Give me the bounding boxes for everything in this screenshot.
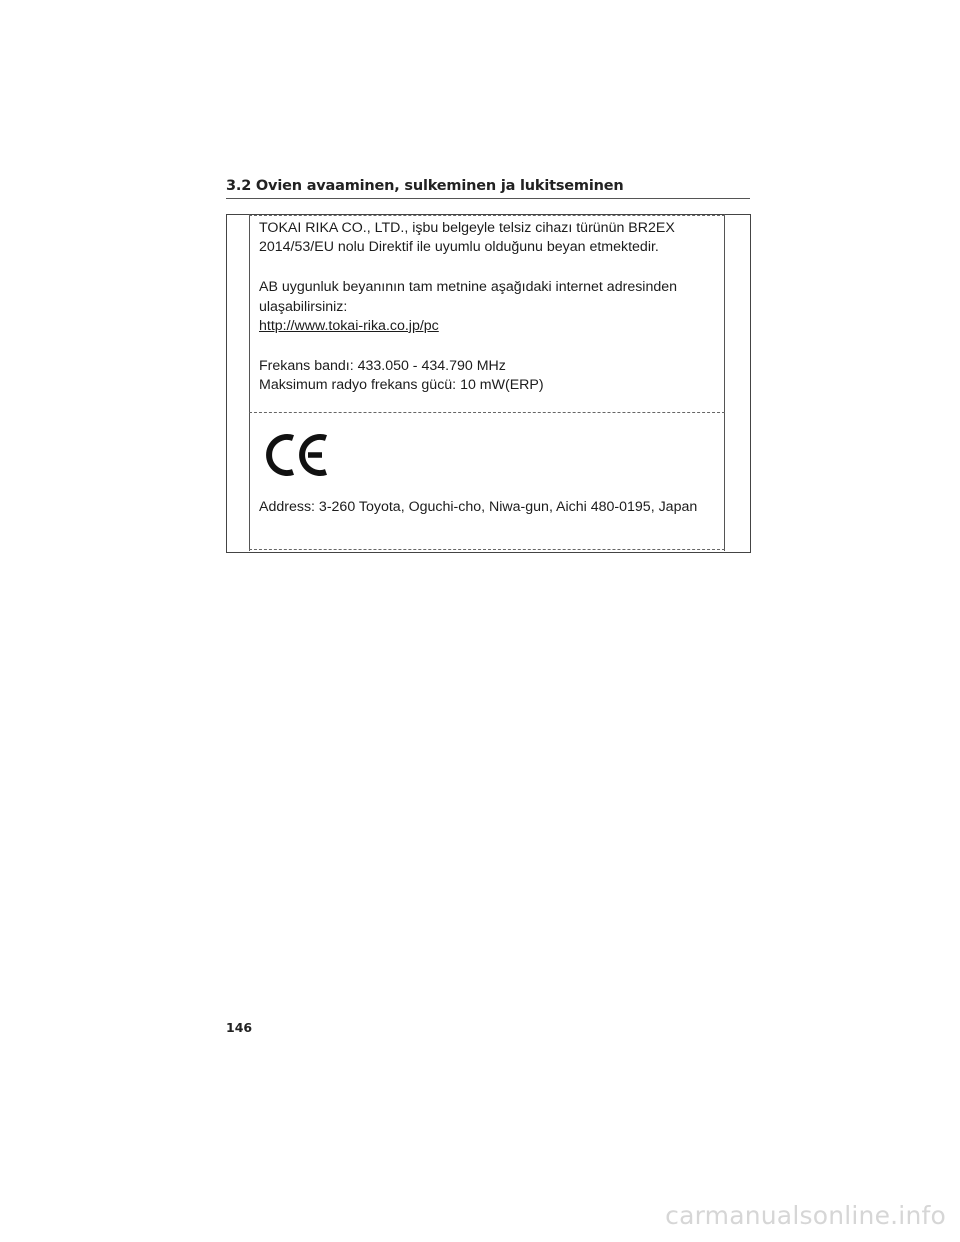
- section-title: 3.2 Ovien avaaminen, sulkeminen ja lukitseminen: [226, 178, 624, 194]
- watermark-text: carmanualsonline.info: [665, 1201, 946, 1230]
- declaration-line-2: 2014/53/EU nolu Direktif ile uyumlu olduğunu beyan etmektedir.: [259, 239, 659, 255]
- declaration-line-3: AB uygunluk beyanının tam metnine aşağıdaki internet adresinden: [259, 279, 678, 295]
- declaration-line-4: ulaşabilirsiniz:: [259, 299, 348, 315]
- ce-mark-icon: [264, 432, 330, 478]
- declaration-url-link[interactable]: http://www.tokai-rika.co.jp/pc: [259, 318, 439, 334]
- frequency-band-text: Frekans bandı: 433.050 - 434.790 MHz: [259, 358, 506, 374]
- header-divider: [226, 198, 750, 199]
- max-power-text: Maksimum radyo frekans gücü: 10 mW(ERP): [259, 377, 544, 393]
- page-number: 146: [226, 1020, 253, 1035]
- declaration-line-1: TOKAI RIKA CO., LTD., işbu belgeyle telsiz cihazı türünün BR2EX: [259, 220, 675, 236]
- manufacturer-address: Address: 3-260 Toyota, Oguchi-cho, Niwa-gun, Aichi 480-0195, Japan: [259, 499, 698, 515]
- dashed-divider-top: [249, 215, 725, 216]
- dashed-divider-middle: [249, 412, 725, 413]
- dashed-divider-bottom: [249, 549, 725, 550]
